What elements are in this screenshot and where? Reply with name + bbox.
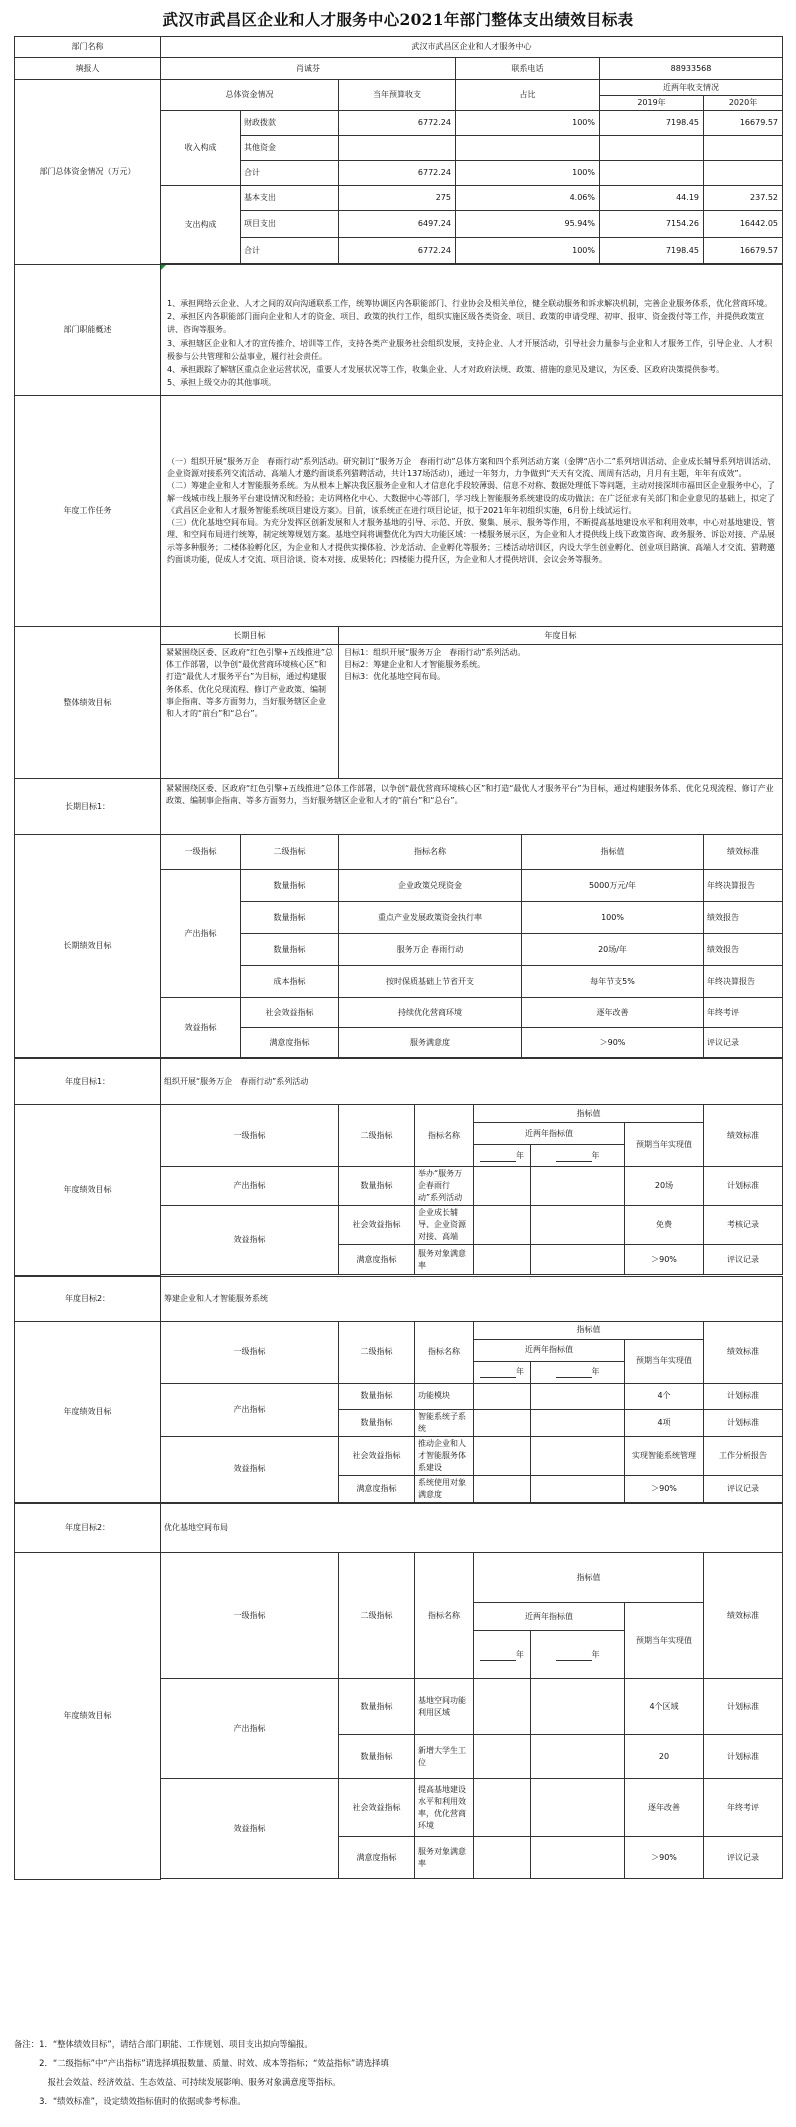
table-cell: 成本指标 — [241, 966, 339, 998]
page-title: 武汉市武昌区企业和人才服务中心2021年部门整体支出绩效目标表 — [162, 10, 634, 29]
table-cell: 重点产业发展政策资金执行率 — [339, 902, 522, 934]
table-cell: 20场 — [625, 1167, 704, 1206]
footnote-4: 3．“绩效标准”，设定绩效指标值时的依据或参考标准。 — [14, 2096, 246, 2106]
table-cell: 计划标准 — [704, 1735, 783, 1779]
table-cell — [531, 1383, 625, 1409]
expected-header: 预期当年实现值 — [625, 1339, 704, 1383]
funding-row-budget: 6772.24 — [339, 161, 456, 186]
table-cell: 服务万企 春雨行动 — [339, 934, 522, 966]
table-cell — [474, 1167, 531, 1206]
table-cell: 计划标准 — [704, 1679, 783, 1735]
l1-header: 一级指标 — [161, 1553, 339, 1679]
year-goal2-text: 筹建企业和人才智能服务系统 — [161, 1276, 783, 1321]
table-cell: 数量指标 — [241, 934, 339, 966]
year-goal-text: 目标1：组织开展“服务万企 春雨行动”系列活动。 目标2：筹建企业和人才智能服务系统。 目标3：优化基地空间布局。 — [339, 645, 783, 779]
funding-row-name: 基本支出 — [241, 186, 339, 211]
funding-row-ratio — [456, 136, 600, 161]
l1-header: 一级指标 — [161, 1105, 339, 1167]
expense-label: 支出构成 — [161, 186, 241, 264]
long-perf-name-header: 指标名称 — [339, 835, 522, 870]
duty-text: 1、承担网络云企业、人才之间的双向沟通联系工作，统筹协调区内各职能部门、行业协会及相关单位，健全联动服务和诉求解决机制，完善企业服务体系，优化营商环境。 2、承担区内各职能部门面向企业和人才的资金、项目、政策的执行工作，组织实施区级各类资金、项目、政策的申请受理、初审、报审、资金拨付等工作，并提供政策宣讲、咨询等服务。 3、承担辖区企业和人才的宣传推介、培训等工作，支持各类产业服务社会组织发展，支持企业、人才开展活动，引导社会力量参与企业和人才服务工作，引导企业、人才积极参与公共管理和公益事业，履行社会责任。 4、承担跟踪了解辖区重点企业运营状况，重要人才发展状况等工作，收集企业、人才对政府法规、政策、措施的意见及建议，为区委、区政府决策提供参考。 5、承担上级交办的其他事项。 — [167, 298, 773, 388]
annual-perf-label: 年度绩效目标 — [15, 1553, 161, 1880]
funding-row-ratio: 100% — [456, 111, 600, 136]
std-header: 绩效标准 — [704, 1321, 783, 1383]
year-goal3-text: 优化基地空间布局 — [161, 1504, 783, 1553]
recent-header: 近两年指标值 — [474, 1123, 625, 1145]
table-cell: 绩效报告 — [704, 902, 783, 934]
benefit-label: 效益指标 — [161, 1779, 339, 1879]
table-cell — [474, 1245, 531, 1275]
table-cell: 新增大学生工位 — [415, 1735, 474, 1779]
year-goal-header: 年度目标 — [339, 627, 783, 645]
funding-row-2020 — [704, 161, 783, 186]
table-cell: 考核记录 — [704, 1206, 783, 1245]
table-cell: 基地空间功能利用区域 — [415, 1679, 474, 1735]
funding-row-2020 — [704, 136, 783, 161]
table-cell: 数量指标 — [339, 1735, 415, 1779]
annual-perf-label: 年度绩效目标 — [15, 1105, 161, 1276]
funding-row-2019: 7198.45 — [600, 111, 704, 136]
table-cell: 社会效益指标 — [339, 1206, 415, 1245]
table-cell — [474, 1735, 531, 1779]
table-cell: 年终决算报告 — [704, 966, 783, 998]
dept-name-value: 武汉市武昌区企业和人才服务中心 — [161, 37, 783, 58]
table-cell: 社会效益指标 — [339, 1779, 415, 1837]
table-cell: 提高基地建设水平和利用效率，优化营商环境 — [415, 1779, 474, 1837]
l1-header: 一级指标 — [161, 1321, 339, 1383]
table-cell: 满意度指标 — [339, 1475, 415, 1502]
table-cell — [531, 1167, 625, 1206]
long-perf-l1-header: 一级指标 — [161, 835, 241, 870]
year-goal3-table — [14, 1503, 783, 1880]
table-cell — [531, 1475, 625, 1502]
phone-label: 联系电话 — [456, 58, 600, 80]
l2-header: 二级指标 — [339, 1105, 415, 1167]
recent-header: 近两年收支情况 — [600, 80, 783, 96]
table-cell: 系统使用对象满意度 — [415, 1475, 474, 1502]
funding-row-budget: 6497.24 — [339, 211, 456, 238]
table-cell: ＞90% — [522, 1028, 704, 1058]
table-cell — [474, 1409, 531, 1436]
table-cell: 工作分析报告 — [704, 1436, 783, 1475]
recent-header: 近两年指标值 — [474, 1603, 625, 1631]
table-cell — [474, 1837, 531, 1879]
table-cell: 年终考评 — [704, 1779, 783, 1837]
funding-row-2020: 237.52 — [704, 186, 783, 211]
funding-row-name: 合计 — [241, 161, 339, 186]
output-label: 产出指标 — [161, 1383, 339, 1436]
funding-row-2020: 16679.57 — [704, 238, 783, 264]
table-cell: 数量指标 — [339, 1409, 415, 1436]
year-goal1-text: 组织开展“服务万企 春雨行动”系列活动 — [161, 1059, 783, 1105]
table-cell: ＞90% — [625, 1475, 704, 1502]
year-blank-1: 年 — [474, 1631, 531, 1679]
table-cell: 数量指标 — [339, 1679, 415, 1735]
table-cell — [531, 1436, 625, 1475]
table-cell: 服务对象满意率 — [415, 1245, 474, 1275]
table-cell: 100% — [522, 902, 704, 934]
budget-header: 当年预算收支 — [339, 80, 456, 111]
funding-row-ratio: 4.06% — [456, 186, 600, 211]
year-2019-header: 2019年 — [600, 96, 704, 111]
footnote-1: 备注：1．“整体绩效目标”，请结合部门职能、工作规划、项目支出拟向等编报。 — [14, 2039, 313, 2049]
table-cell: 年终决算报告 — [704, 870, 783, 902]
long-perf-label: 长期绩效目标 — [15, 835, 161, 1058]
table-cell — [531, 1735, 625, 1779]
funding-row-budget: 6772.24 — [339, 111, 456, 136]
table-cell — [531, 1245, 625, 1275]
table-cell: 服务满意度 — [339, 1028, 522, 1058]
value-header: 指标值 — [474, 1321, 704, 1339]
table-cell: 20场/年 — [522, 934, 704, 966]
overall-funding-header: 总体资金情况 — [161, 80, 339, 111]
funding-row-name: 项目支出 — [241, 211, 339, 238]
name-header: 指标名称 — [415, 1553, 474, 1679]
annual-perf-label: 年度绩效目标 — [15, 1321, 161, 1503]
footnotes — [14, 2035, 782, 2111]
name-header: 指标名称 — [415, 1105, 474, 1167]
year-goal1-label: 年度目标1： — [15, 1059, 161, 1105]
table-cell: 逐年改善 — [625, 1779, 704, 1837]
table-cell — [474, 1436, 531, 1475]
table-cell: 评议记录 — [704, 1028, 783, 1058]
year-blank-2: 年 — [531, 1361, 625, 1383]
long-perf-output-label: 产出指标 — [161, 870, 241, 998]
funding-section-label: 部门总体资金情况（万元） — [15, 80, 161, 265]
table-cell — [474, 1679, 531, 1735]
table-cell: 企业成长辅导、企业资源对接、高端 — [415, 1206, 474, 1245]
table-cell: 数量指标 — [241, 870, 339, 902]
table-cell: 计划标准 — [704, 1167, 783, 1206]
table-cell: 功能模块 — [415, 1383, 474, 1409]
l2-header: 二级指标 — [339, 1553, 415, 1679]
ratio-header: 占比 — [456, 80, 600, 111]
table-cell: ＞90% — [625, 1837, 704, 1879]
funding-row-2020: 16442.05 — [704, 211, 783, 238]
table-cell: 企业政策兑现资金 — [339, 870, 522, 902]
long-perf-std-header: 绩效标准 — [704, 835, 783, 870]
output-label: 产出指标 — [161, 1167, 339, 1206]
year-goal2-table — [14, 1276, 783, 1504]
year-blank-2: 年 — [531, 1631, 625, 1679]
year-blank-1: 年 — [474, 1145, 531, 1167]
table-cell: 4个区域 — [625, 1679, 704, 1735]
table-cell: 4项 — [625, 1409, 704, 1436]
table-cell: 满意度指标 — [339, 1245, 415, 1275]
table-cell — [531, 1779, 625, 1837]
table-cell: 绩效报告 — [704, 934, 783, 966]
income-label: 收入构成 — [161, 111, 241, 186]
table-cell: ＞90% — [625, 1245, 704, 1275]
long-goal1-text: 紧紧围绕区委、区政府“红色引擎+五线推进”总体工作部署，以争创“最优营商环境核心区”和打造“最优人才服务平台”为目标，通过构建服务体系、优化兑现流程、修订产业政策、编制事企指南、等多方面努力，当好服务辖区企业和人才的“前台”和“总台”。 — [161, 779, 783, 835]
table-cell: 4个 — [625, 1383, 704, 1409]
performance-table — [14, 36, 783, 1058]
year-blank-1: 年 — [474, 1361, 531, 1383]
table-cell: 满意度指标 — [241, 1028, 339, 1058]
funding-row-name: 合计 — [241, 238, 339, 264]
table-cell: 举办“服务万企春雨行动”系列活动 — [415, 1167, 474, 1206]
table-cell: 按时保质基础上节省开支 — [339, 966, 522, 998]
funding-row-budget — [339, 136, 456, 161]
year-blank-2: 年 — [531, 1145, 625, 1167]
comment-marker-icon — [161, 265, 166, 270]
funding-row-2020: 16679.57 — [704, 111, 783, 136]
output-label: 产出指标 — [161, 1679, 339, 1779]
duty-label: 部门职能概述 — [15, 265, 161, 396]
table-cell: 实现智能系统管理 — [625, 1436, 704, 1475]
dept-name-label: 部门名称 — [15, 37, 161, 58]
recent-header: 近两年指标值 — [474, 1339, 625, 1361]
table-cell — [474, 1383, 531, 1409]
table-cell: 社会效益指标 — [339, 1436, 415, 1475]
table-cell: 满意度指标 — [339, 1837, 415, 1879]
benefit-label: 效益指标 — [161, 1206, 339, 1275]
filler-label: 填报人 — [15, 58, 161, 80]
annual-tasks-text: （一）组织开展“服务万企 春雨行动”系列活动。研究制订“服务万企 春雨行动”总体方案和四个系列活动方案（金牌“店小二”系列培训活动、企业成长辅导系列培训活动、企业资源对接系列交流活动、高端人才邀约面谈系列猎聘活动，共计137场活动），通过一年努力，力争做到“天天有交流、周周有活动，月月有主题，年年有成效”。 （二）筹建企业和人才智能服务系统。为从根本上解决我区服务企业和人才信息化手段较薄弱、信息不对称、数据处理低下等问题，主动对接深圳市福田区企业服务中心，了解一线城市线上服务平台建设情况和经验；走访网格化中心、大数据中心等部门，学习线上智能服务系统建设的成功做法；在广泛征求有关部门和企业意见的基础上，拟定了《武昌区企业和人才服务智能系统项目建设方案》。目前，该系统正在进行项目论证，拟于2021年年初组织实施，6月份上线试运行。 （三）优化基地空间布局。为充分发挥区创新发展和人才服务基地的引导、示范、开放、聚集、展示、服务等作用，不断提高基地建设水平和利用效率，中心对基地建设、管理、和空间布局进行统筹，制定统筹规划方案。基地空间将调整优化为四大功能区域：一楼服务展示区，为企业和人才提供线上线下政策咨询、政务服务、诉讼对接、产品展示等多种服务；二楼体验孵化区，为企业和人才提供实操体验、沙龙活动、企业孵化等服务；三楼活动培训区，内设大学生创业孵化、创业项目路演、高端人才交流、猎聘邀约面谈功能，促成人才交流、项目洽谈、资本对接、成果转化；四楼能力提升区，为企业和人才提供培训、会议会务等服务。 — [161, 396, 783, 627]
table-cell: 评议记录 — [704, 1837, 783, 1879]
table-cell — [474, 1475, 531, 1502]
table-cell: 逐年改善 — [522, 998, 704, 1028]
funding-row-ratio: 100% — [456, 238, 600, 264]
table-cell — [474, 1779, 531, 1837]
filler-value: 肖诚芬 — [161, 58, 456, 80]
value-header: 指标值 — [474, 1553, 704, 1603]
long-goal-header: 长期目标 — [161, 627, 339, 645]
table-cell: 计划标准 — [704, 1409, 783, 1436]
table-cell: 评议记录 — [704, 1245, 783, 1275]
long-perf-l2-header: 二级指标 — [241, 835, 339, 870]
table-cell: 5000万元/年 — [522, 870, 704, 902]
expected-header: 预期当年实现值 — [625, 1123, 704, 1167]
overall-goal-label: 整体绩效目标 — [15, 627, 161, 779]
table-cell: 评议记录 — [704, 1475, 783, 1502]
table-cell: 每年节支5% — [522, 966, 704, 998]
funding-row-2019: 7198.45 — [600, 238, 704, 264]
std-header: 绩效标准 — [704, 1553, 783, 1679]
funding-row-name: 其他资金 — [241, 136, 339, 161]
value-header: 指标值 — [474, 1105, 704, 1123]
phone-value: 88933568 — [600, 58, 783, 80]
table-cell: 20 — [625, 1735, 704, 1779]
funding-row-ratio: 100% — [456, 161, 600, 186]
year-goal1-table — [14, 1058, 783, 1276]
table-cell: 年终考评 — [704, 998, 783, 1028]
long-perf-benefit-label: 效益指标 — [161, 998, 241, 1058]
benefit-label: 效益指标 — [161, 1436, 339, 1502]
table-cell: 数量指标 — [339, 1383, 415, 1409]
expected-header: 预期当年实现值 — [625, 1603, 704, 1679]
table-cell: 数量指标 — [339, 1167, 415, 1206]
table-cell — [531, 1837, 625, 1879]
table-cell: 社会效益指标 — [241, 998, 339, 1028]
funding-row-2019 — [600, 161, 704, 186]
table-cell: 智能系统子系统 — [415, 1409, 474, 1436]
table-cell — [531, 1679, 625, 1735]
table-cell — [531, 1409, 625, 1436]
long-perf-value-header: 指标值 — [522, 835, 704, 870]
table-cell: 持续优化营商环境 — [339, 998, 522, 1028]
table-cell — [474, 1206, 531, 1245]
funding-row-ratio: 95.94% — [456, 211, 600, 238]
table-cell: 服务对象满意率 — [415, 1837, 474, 1879]
std-header: 绩效标准 — [704, 1105, 783, 1167]
table-cell: 数量指标 — [241, 902, 339, 934]
funding-row-budget: 6772.24 — [339, 238, 456, 264]
long-goal1-label: 长期目标1： — [15, 779, 161, 835]
duty-text-cell — [161, 265, 783, 396]
funding-row-2019 — [600, 136, 704, 161]
annual-tasks-label: 年度工作任务 — [15, 396, 161, 627]
footnote-3: 报社会效益、经济效益、生态效益、可持续发展影响、服务对象满意度等指标。 — [14, 2077, 341, 2087]
funding-row-budget: 275 — [339, 186, 456, 211]
table-cell: 免费 — [625, 1206, 704, 1245]
funding-row-name: 财政拨款 — [241, 111, 339, 136]
year-goal2-label: 年度目标2： — [15, 1276, 161, 1321]
year-2020-header: 2020年 — [704, 96, 783, 111]
year-goal3-label: 年度目标2： — [15, 1504, 161, 1553]
funding-row-2019: 7154.26 — [600, 211, 704, 238]
table-cell: 推动企业和人才智能服务体系建设 — [415, 1436, 474, 1475]
name-header: 指标名称 — [415, 1321, 474, 1383]
table-cell — [531, 1206, 625, 1245]
table-cell: 计划标准 — [704, 1383, 783, 1409]
l2-header: 二级指标 — [339, 1321, 415, 1383]
footnote-2: 2．“二级指标”中“产出指标”请选择填报数量、质量、时效、成本等指标；“效益指标”请选择填 — [14, 2058, 389, 2068]
funding-row-2019: 44.19 — [600, 186, 704, 211]
long-goal-text: 紧紧围绕区委、区政府“红色引擎+五线推进”总体工作部署，以争创“最优营商环境核心区”和打造“最优人才服务平台”为目标，通过构建服务体系、优化兑现流程、修订产业政策、编制事企指南、等多方面努力，当好服务辖区企业和人才的“前台”和“总台”。 — [161, 645, 339, 779]
